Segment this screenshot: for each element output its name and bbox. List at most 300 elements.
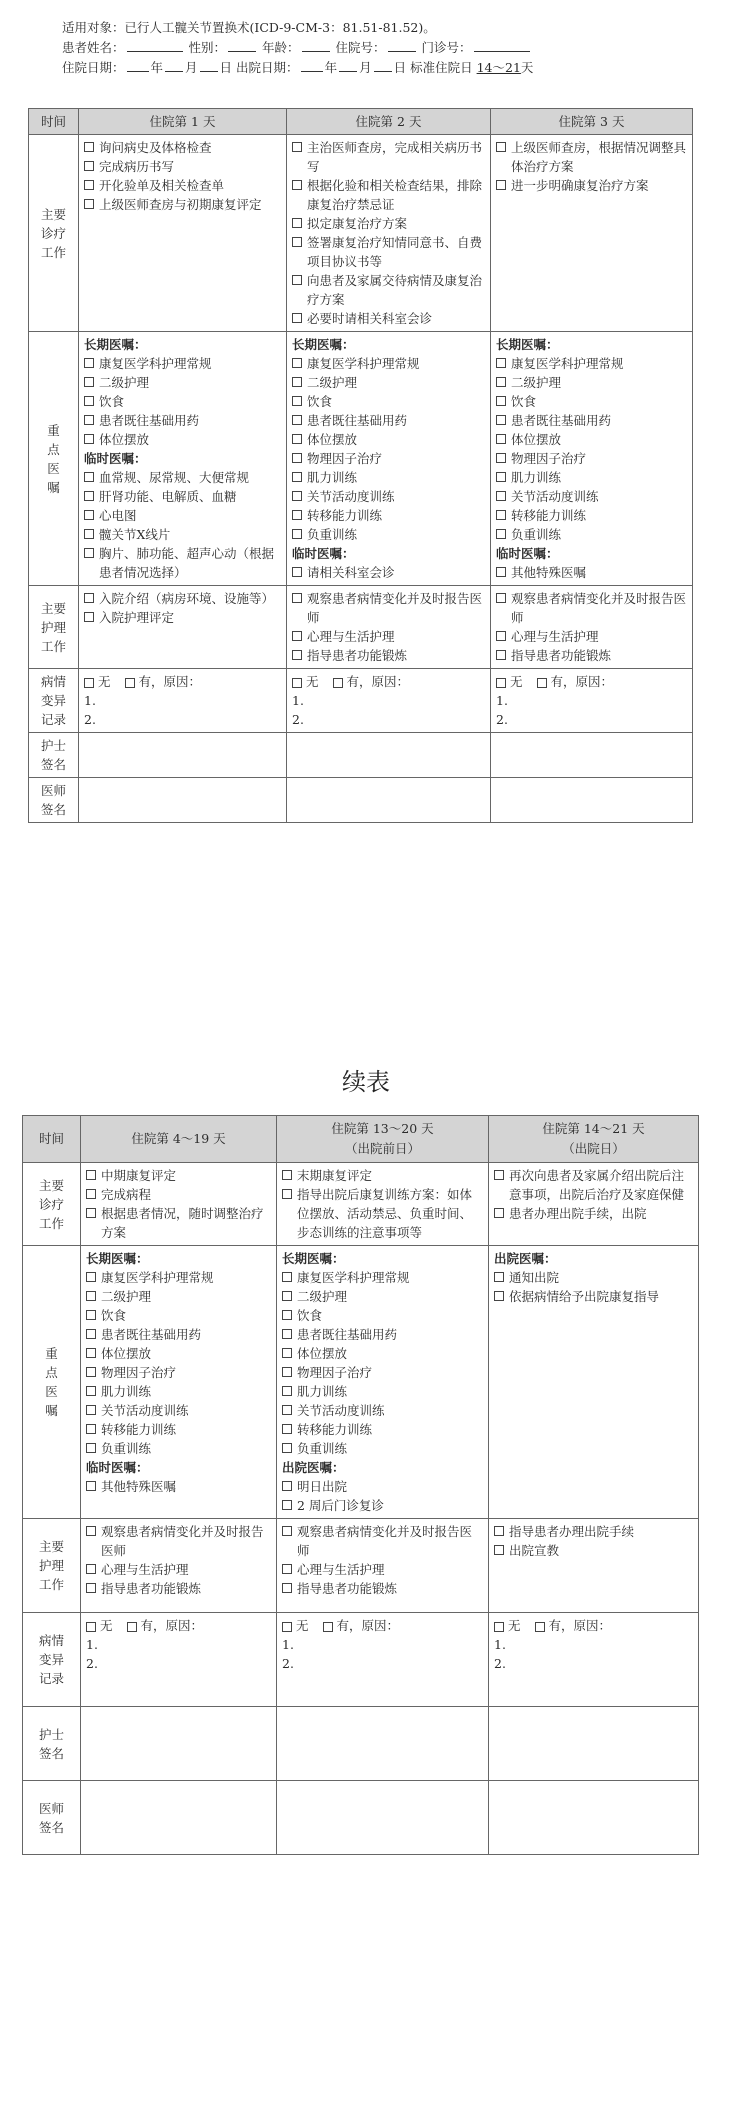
long-term-orders-list: [282, 1268, 483, 1458]
checklist-item: [292, 233, 485, 271]
day-header-line: 住院第 14～21 天: [542, 1121, 645, 1136]
checkbox-yes[interactable]: [127, 1622, 137, 1632]
reason-line[interactable]: 1.: [86, 1637, 98, 1652]
checklist-item: [282, 1439, 483, 1458]
checkbox[interactable]: [84, 377, 94, 387]
day-header: 住院第 1 天: [79, 109, 287, 135]
checklist-item: [292, 449, 485, 468]
option-yes-label: 有，原因：: [346, 674, 410, 689]
checkbox-yes[interactable]: [125, 678, 135, 688]
checkbox[interactable]: [494, 1170, 504, 1180]
discharge-orders-heading: 出院医嘱：: [494, 1251, 557, 1266]
reason-line[interactable]: 1.: [496, 693, 508, 708]
checkbox[interactable]: [292, 142, 302, 152]
reason-line[interactable]: 1.: [282, 1637, 294, 1652]
discharge-day-field[interactable]: [374, 58, 392, 72]
checkbox[interactable]: [496, 650, 506, 660]
variation-options: [494, 1616, 693, 1635]
checklist-item-text: 通知出院: [509, 1270, 560, 1285]
checkbox[interactable]: [496, 415, 506, 425]
checklist-item: [292, 392, 485, 411]
variation-options: [84, 672, 281, 691]
day-header-note: （出院前日）: [344, 1141, 420, 1156]
checkbox[interactable]: [292, 593, 302, 603]
checklist-item: [494, 1541, 693, 1560]
orders-row-label: [29, 332, 79, 586]
long-term-orders-heading: 长期医嘱：: [86, 1251, 149, 1266]
checklist-item-text: 患者既往基础用药: [307, 413, 408, 428]
checkbox[interactable]: [84, 199, 94, 209]
checkbox[interactable]: [282, 1310, 292, 1320]
checkbox[interactable]: [86, 1310, 96, 1320]
checkbox[interactable]: [496, 593, 506, 603]
checkbox[interactable]: [292, 415, 302, 425]
discharge-month-field[interactable]: [339, 58, 357, 72]
checkbox[interactable]: [84, 612, 94, 622]
checkbox[interactable]: [282, 1424, 292, 1434]
checkbox[interactable]: [84, 180, 94, 190]
checkbox-yes[interactable]: [323, 1622, 333, 1632]
table-row-time: [29, 109, 693, 135]
checkbox[interactable]: [84, 491, 94, 501]
checklist-item-text: 体位摆放: [99, 432, 150, 447]
table-row-diagnosis: [23, 1163, 699, 1246]
checkbox-none[interactable]: [292, 678, 302, 688]
checkbox[interactable]: [282, 1481, 292, 1491]
standard-stay-label: 标准住院日: [410, 60, 473, 75]
nursing-cell: [277, 1519, 489, 1613]
label-line: 护士: [38, 1726, 64, 1742]
checklist-item-text: 患者既往基础用药: [101, 1327, 202, 1342]
doctor-signature-field[interactable]: [489, 1781, 699, 1855]
checklist-item: [282, 1420, 483, 1439]
option-yes-label: 有，原因：: [336, 1618, 400, 1633]
checkbox[interactable]: [282, 1500, 292, 1510]
checkbox[interactable]: [292, 396, 302, 406]
variation-cell: [287, 669, 491, 733]
checkbox[interactable]: [496, 631, 506, 641]
checklist-item-text: 二级护理: [297, 1289, 348, 1304]
checkbox[interactable]: [282, 1405, 292, 1415]
checklist-item-text: 负重训练: [297, 1441, 348, 1456]
doctor-signature-field[interactable]: [287, 778, 491, 823]
discharge-year-field[interactable]: [301, 58, 323, 72]
checklist-item-text: 物理因子治疗: [297, 1365, 373, 1380]
checklist-item: [282, 1560, 483, 1579]
label-line: 病情: [38, 1633, 64, 1648]
checkbox[interactable]: [496, 472, 506, 482]
checklist-item: [84, 411, 281, 430]
checkbox[interactable]: [292, 472, 302, 482]
checkbox[interactable]: [292, 237, 302, 247]
variation-cell: [489, 1613, 699, 1707]
checkbox[interactable]: [496, 529, 506, 539]
label-line: 嘱: [45, 1403, 58, 1418]
checkbox[interactable]: [496, 567, 506, 577]
checklist-item: [496, 589, 687, 627]
checkbox[interactable]: [292, 180, 302, 190]
diagnosis-cell: [491, 135, 693, 332]
reason-line[interactable]: 2.: [84, 712, 96, 727]
label-line: 工作: [38, 1215, 64, 1231]
checkbox[interactable]: [292, 529, 302, 539]
checkbox[interactable]: [86, 1272, 96, 1282]
checkbox[interactable]: [282, 1272, 292, 1282]
checkbox[interactable]: [496, 434, 506, 444]
nurse-signature-field[interactable]: [491, 733, 693, 778]
checkbox[interactable]: [292, 650, 302, 660]
label-line: 主要: [38, 1177, 64, 1193]
checklist-item-text: 体位摆放: [511, 432, 562, 447]
option-yes-label: 有，原因：: [138, 674, 202, 689]
checkbox[interactable]: [496, 453, 506, 463]
table-row-nurse-sign: [29, 733, 693, 778]
checklist-item-text: 2 周后门诊复诊: [297, 1498, 384, 1513]
checklist-item: [86, 1363, 271, 1382]
checkbox[interactable]: [282, 1564, 292, 1574]
checklist-item: [494, 1522, 693, 1541]
checkbox[interactable]: [282, 1170, 292, 1180]
checklist-item-text: 肌力训练: [511, 470, 562, 485]
patient-name-label: 患者姓名：: [62, 40, 125, 55]
checklist-item: [292, 176, 485, 214]
label-line: 医师: [40, 783, 66, 798]
checkbox[interactable]: [86, 1583, 96, 1593]
checklist-item: [496, 449, 687, 468]
checklist-item: [84, 354, 281, 373]
option-yes-label: 有，原因：: [140, 1618, 204, 1633]
checklist-item-text: 肌力训练: [307, 470, 358, 485]
orders-cell: [277, 1246, 489, 1519]
doctor-sign-label: [23, 1781, 81, 1855]
reason-line[interactable]: 2.: [292, 712, 304, 727]
checkbox[interactable]: [282, 1189, 292, 1199]
reason-line[interactable]: 2.: [86, 1656, 98, 1671]
checkbox[interactable]: [282, 1526, 292, 1536]
reason-line[interactable]: 1.: [84, 693, 96, 708]
reason-line[interactable]: 2.: [282, 1656, 294, 1671]
checklist-item-text: 饮食: [101, 1308, 127, 1323]
admit-date-label: 住院日期：: [62, 60, 125, 75]
checkbox[interactable]: [86, 1189, 96, 1199]
checkbox[interactable]: [292, 377, 302, 387]
doctor-signature-field[interactable]: [81, 1781, 277, 1855]
checklist-item-text: 关节活动度训练: [101, 1403, 189, 1418]
checklist-item: [282, 1325, 483, 1344]
discharge-orders-list: [494, 1268, 693, 1306]
checklist-item-text: 负重训练: [511, 527, 562, 542]
temporary-orders-heading: 临时医嘱：: [86, 1460, 149, 1475]
label-line: 签名: [40, 757, 66, 772]
checkbox[interactable]: [292, 358, 302, 368]
orders-cell: [489, 1246, 699, 1519]
checklist-item: [282, 1287, 483, 1306]
temporary-orders-list: [86, 1477, 271, 1496]
checkbox[interactable]: [292, 631, 302, 641]
variation-options: [86, 1616, 271, 1635]
checkbox-none[interactable]: [282, 1622, 292, 1632]
checklist-item: [282, 1579, 483, 1598]
checkbox[interactable]: [86, 1443, 96, 1453]
label-line: 记录: [40, 712, 66, 727]
checklist-item-text: 肌力训练: [101, 1384, 152, 1399]
checklist-item: [494, 1268, 693, 1287]
checkbox[interactable]: [496, 142, 506, 152]
checkbox[interactable]: [84, 161, 94, 171]
checkbox[interactable]: [86, 1526, 96, 1536]
checklist-item-text: 心理与生活护理: [307, 629, 395, 644]
age-field[interactable]: [302, 38, 330, 52]
nurse-signature-field[interactable]: [81, 1707, 277, 1781]
temporary-orders-heading: 临时医嘱：: [84, 451, 147, 466]
checkbox[interactable]: [292, 275, 302, 285]
checkbox[interactable]: [496, 510, 506, 520]
checklist-item-text: 上级医师查房，根据情况调整具体治疗方案: [511, 140, 687, 174]
checklist-item-text: 入院护理评定: [99, 610, 175, 625]
orders-row-label: [23, 1246, 81, 1519]
checkbox[interactable]: [494, 1208, 504, 1218]
doctor-signature-field[interactable]: [277, 1781, 489, 1855]
checklist-item: [282, 1306, 483, 1325]
checkbox[interactable]: [292, 567, 302, 577]
table-row-time: [23, 1116, 699, 1163]
checkbox-none[interactable]: [496, 678, 506, 688]
gender-field[interactable]: [228, 38, 256, 52]
checklist-item-text: 患者既往基础用药: [511, 413, 612, 428]
checkbox[interactable]: [496, 491, 506, 501]
checklist-item-text: 中期康复评定: [101, 1168, 177, 1183]
checklist-item: [292, 487, 485, 506]
label-line: 主要: [40, 600, 66, 616]
checklist-item: [84, 525, 281, 544]
checkbox[interactable]: [292, 313, 302, 323]
checkbox[interactable]: [292, 491, 302, 501]
checkbox[interactable]: [496, 358, 506, 368]
checklist-item: [84, 430, 281, 449]
checklist-item: [86, 1344, 271, 1363]
checklist-item-text: 关节活动度训练: [307, 489, 395, 504]
continued-title: 续表: [342, 1068, 390, 1096]
checklist-item-text: 患者既往基础用药: [297, 1327, 398, 1342]
checklist-item: [86, 1439, 271, 1458]
checkbox[interactable]: [84, 529, 94, 539]
checklist-item: [292, 430, 485, 449]
checklist-item: [86, 1166, 271, 1185]
checklist-item-text: 转移能力训练: [101, 1422, 177, 1437]
nurse-signature-field[interactable]: [79, 733, 287, 778]
checkbox[interactable]: [86, 1291, 96, 1301]
checklist-item-text: 关节活动度训练: [511, 489, 599, 504]
checkbox[interactable]: [496, 180, 506, 190]
checklist-item: [84, 468, 281, 487]
checklist-item: [496, 138, 687, 176]
checkbox[interactable]: [494, 1526, 504, 1536]
checkbox[interactable]: [84, 434, 94, 444]
checkbox[interactable]: [282, 1443, 292, 1453]
outpatient-no-field[interactable]: [474, 38, 530, 52]
checkbox[interactable]: [282, 1291, 292, 1301]
checklist-item: [282, 1344, 483, 1363]
checkbox-yes[interactable]: [535, 1622, 545, 1632]
checklist-item: [494, 1287, 693, 1306]
table-row-nursing: [29, 586, 693, 669]
label-line: 变异: [38, 1652, 64, 1667]
checklist-item-text: 康复医学科护理常规: [101, 1270, 214, 1285]
label-line: 工作: [38, 1577, 64, 1592]
checklist-item-text: 指导患者办理出院手续: [509, 1524, 635, 1539]
checkbox[interactable]: [86, 1405, 96, 1415]
checklist-item-text: 完成病程: [101, 1187, 152, 1202]
admit-day-field[interactable]: [200, 58, 218, 72]
option-none-label: 无: [100, 1618, 113, 1633]
label-line: 护士: [40, 738, 66, 753]
temporary-orders-heading: 临时医嘱：: [292, 546, 355, 561]
checkbox[interactable]: [282, 1386, 292, 1396]
checkbox[interactable]: [292, 218, 302, 228]
time-header: 时间: [29, 109, 79, 135]
checklist-item-text: 康复医学科护理常规: [99, 356, 212, 371]
option-none-label: 无: [510, 674, 523, 689]
checklist-item-text: 其他特殊医嘱: [511, 565, 587, 580]
nurse-signature-field[interactable]: [489, 1707, 699, 1781]
checkbox-yes[interactable]: [537, 678, 547, 688]
table-row-variation: [29, 669, 693, 733]
checkbox[interactable]: [84, 396, 94, 406]
doctor-signature-field[interactable]: [491, 778, 693, 823]
checkbox-yes[interactable]: [333, 678, 343, 688]
checklist-item-text: 入院介绍（病房环境、设施等）: [99, 591, 275, 606]
checklist-item-text: 进一步明确康复治疗方案: [511, 178, 649, 193]
checkbox[interactable]: [292, 453, 302, 463]
checklist-item: [292, 506, 485, 525]
label-line: 护理: [40, 619, 66, 635]
day-unit: 日: [393, 60, 407, 75]
clinical-pathway-table-1: [28, 108, 693, 823]
checklist-item: [86, 1579, 271, 1598]
nurse-sign-label: [29, 733, 79, 778]
checklist-item-text: 明日出院: [297, 1479, 348, 1494]
checkbox[interactable]: [84, 472, 94, 482]
dates-line: [62, 58, 702, 78]
checklist-item-text: 转移能力训练: [511, 508, 587, 523]
checklist-item-text: 胸片、肺功能、超声心动（根据患者情况选择）: [99, 546, 275, 580]
checklist-item-text: 根据患者情况，随时调整治疗方案: [101, 1206, 264, 1240]
checkbox[interactable]: [84, 548, 94, 558]
checkbox[interactable]: [86, 1329, 96, 1339]
checklist-item-text: 指导患者功能锻炼: [511, 648, 612, 663]
long-term-orders-heading: 长期医嘱：: [84, 337, 147, 352]
checkbox[interactable]: [84, 510, 94, 520]
checkbox[interactable]: [282, 1348, 292, 1358]
admit-year-field[interactable]: [127, 58, 149, 72]
checkbox[interactable]: [86, 1208, 96, 1218]
checklist-item-text: 康复医学科护理常规: [511, 356, 624, 371]
reason-line[interactable]: 2.: [494, 1656, 506, 1671]
checkbox-none[interactable]: [494, 1622, 504, 1632]
checklist-item: [292, 468, 485, 487]
checkbox[interactable]: [84, 142, 94, 152]
checkbox[interactable]: [84, 358, 94, 368]
checkbox[interactable]: [282, 1583, 292, 1593]
admit-month-field[interactable]: [165, 58, 183, 72]
checkbox[interactable]: [292, 510, 302, 520]
checkbox[interactable]: [496, 396, 506, 406]
checklist-item: [86, 1306, 271, 1325]
doctor-sign-label: [29, 778, 79, 823]
nurse-sign-label: [23, 1707, 81, 1781]
checklist-item-text: 负重训练: [307, 527, 358, 542]
checkbox[interactable]: [282, 1329, 292, 1339]
checkbox[interactable]: [86, 1348, 96, 1358]
checklist-item: [282, 1268, 483, 1287]
checkbox-none[interactable]: [84, 678, 94, 688]
checkbox[interactable]: [84, 415, 94, 425]
checkbox[interactable]: [86, 1481, 96, 1491]
standard-stay-value: 14～21: [476, 60, 521, 75]
patient-name-field[interactable]: [127, 38, 183, 52]
reason-line[interactable]: 1.: [292, 693, 304, 708]
label-line: 护理: [38, 1558, 64, 1573]
checkbox[interactable]: [86, 1367, 96, 1377]
checklist-item: [84, 608, 281, 627]
inpatient-no-field[interactable]: [388, 38, 416, 52]
checkbox[interactable]: [494, 1545, 504, 1555]
checklist-item-text: 负重训练: [101, 1441, 152, 1456]
variation-cell: [81, 1613, 277, 1707]
day-header: 住院第 2 天: [287, 109, 491, 135]
nursing-cell: [491, 586, 693, 669]
label-line: 变异: [40, 693, 66, 708]
checklist-item-text: 二级护理: [307, 375, 358, 390]
checkbox[interactable]: [84, 593, 94, 603]
checkbox-none[interactable]: [86, 1622, 96, 1632]
checklist-item: [496, 354, 687, 373]
checklist-item: [84, 195, 281, 214]
checklist-item: [282, 1401, 483, 1420]
nurse-signature-field[interactable]: [277, 1707, 489, 1781]
checklist-item-text: 指导出院后康复训练方案：如体位摆放、活动禁忌、负重时间、步态训练的注意事项等: [297, 1187, 473, 1240]
checklist-item-text: 物理因子治疗: [511, 451, 587, 466]
checklist-item-text: 依据病情给予出院康复指导: [509, 1289, 660, 1304]
checkbox[interactable]: [496, 377, 506, 387]
checkbox[interactable]: [86, 1564, 96, 1574]
checkbox[interactable]: [494, 1291, 504, 1301]
checklist-item-text: 再次向患者及家属介绍出院后注意事项，出院后治疗及家庭保健: [509, 1168, 685, 1202]
checkbox[interactable]: [494, 1272, 504, 1282]
checklist-item: [496, 373, 687, 392]
checkbox[interactable]: [292, 434, 302, 444]
checklist-item: [292, 646, 485, 665]
variation-options: [292, 672, 485, 691]
nurse-signature-field[interactable]: [287, 733, 491, 778]
checklist-item: [496, 563, 687, 582]
reason-line[interactable]: 2.: [496, 712, 508, 727]
reason-line[interactable]: 1.: [494, 1637, 506, 1652]
label-line: 签名: [38, 1745, 64, 1761]
checklist-item-text: 心电图: [99, 508, 137, 523]
checkbox[interactable]: [282, 1367, 292, 1377]
checkbox[interactable]: [86, 1424, 96, 1434]
checkbox[interactable]: [86, 1170, 96, 1180]
standard-stay-unit: 天: [520, 60, 534, 75]
doctor-signature-field[interactable]: [79, 778, 287, 823]
checklist-item-text: 二级护理: [99, 375, 150, 390]
checklist-item: [282, 1185, 483, 1242]
checkbox[interactable]: [86, 1386, 96, 1396]
checklist-item-text: 转移能力训练: [297, 1422, 373, 1437]
label-line: 诊疗: [40, 225, 66, 241]
day-header-note: （出院日）: [562, 1141, 625, 1156]
